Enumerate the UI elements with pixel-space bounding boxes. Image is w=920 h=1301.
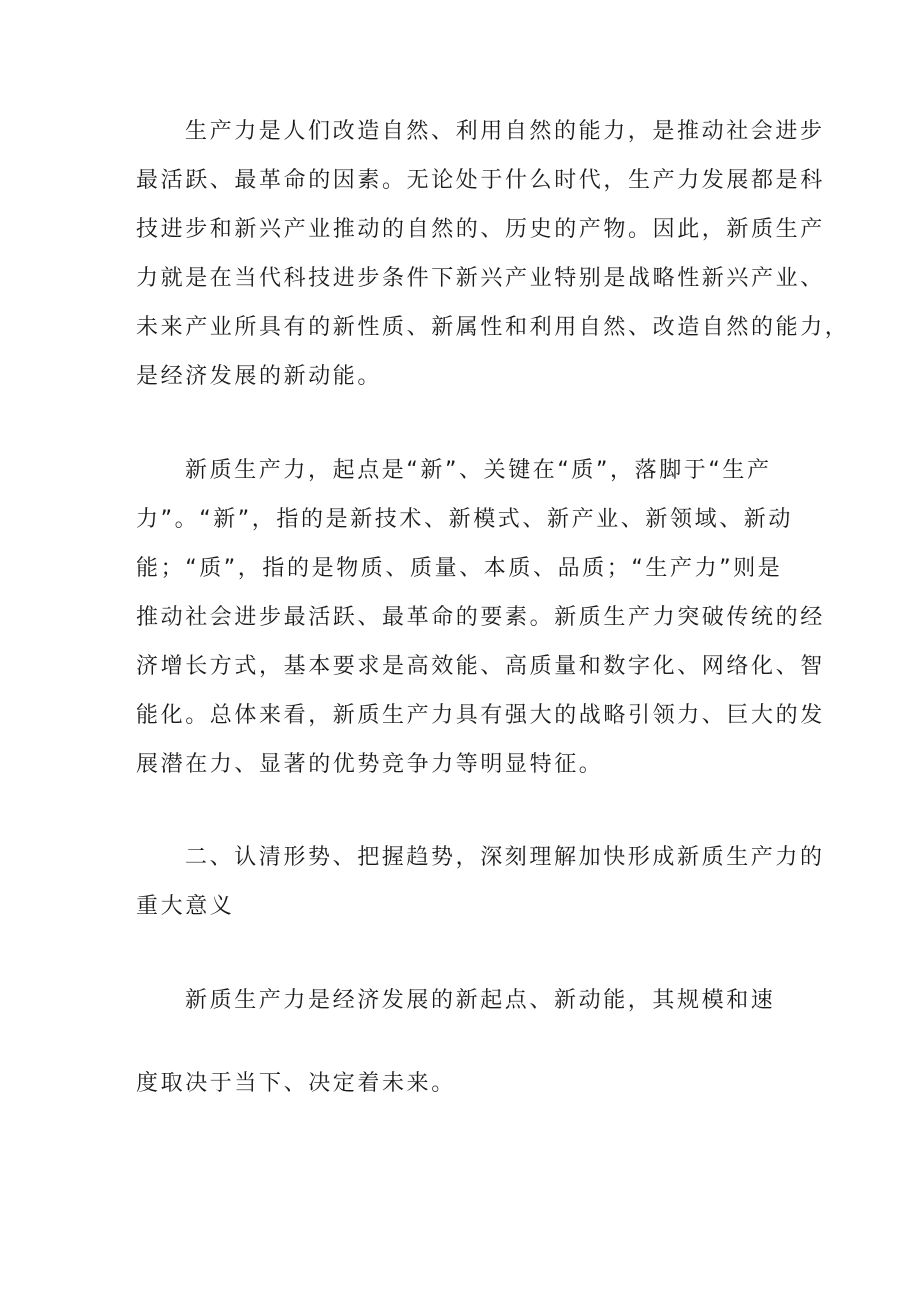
text-line: 能；“质”，指的是物质、质量、本质、品质；“生产力”则是 [136,556,783,581]
text-line: 力就是在当代科技进步条件下新兴产业特别是战略性新兴产业、 [136,266,825,291]
text-line: 未来产业所具有的新性质、新属性和利用自然、改造自然的能力， [136,315,850,340]
text-line: 生产力是人们改造自然、利用自然的能力，是推动社会进步 [185,119,825,144]
heading-line: 重大意义 [136,894,235,919]
text-line: 推动社会进步最活跃、最革命的要素。新质生产力突破传统的经 [136,605,825,630]
text-line: 济增长方式，基本要求是高效能、高质量和数字化、网络化、智 [136,654,825,679]
text-line: 展潜在力、显著的优势竞争力等明显特征。 [136,752,604,777]
text-line: 力”。“新”，指的是新技术、新模式、新产业、新领域、新动 [136,507,793,532]
heading-line: 二、认清形势、把握趋势，深刻理解加快形成新质生产力的 [185,845,825,870]
text-line: 度取决于当下、决定着未来。 [136,1071,456,1096]
text-line: 新质生产力是经济发展的新起点、新动能，其规模和速 [185,988,776,1013]
text-line: 技进步和新兴产业推动的自然的、历史的产物。因此，新质生产 [136,217,825,242]
text-line: 是经济发展的新动能。 [136,364,383,389]
text-line: 能化。总体来看，新质生产力具有强大的战略引领力、巨大的发 [136,703,825,728]
text-line: 新质生产力，起点是“新”、关键在“质”，落脚于“生产 [185,458,772,483]
text-line: 最活跃、最革命的因素。无论处于什么时代，生产力发展都是科 [136,168,825,193]
